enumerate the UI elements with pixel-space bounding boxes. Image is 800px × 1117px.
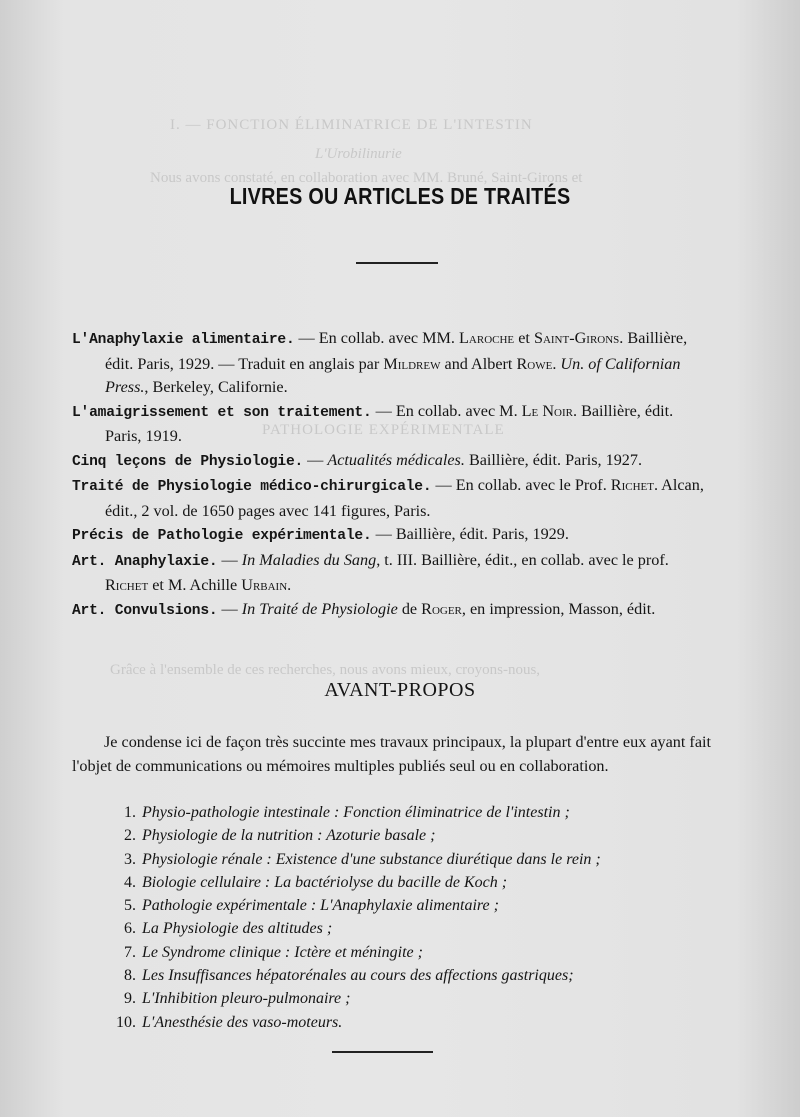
list-item <box>108 917 728 940</box>
bibliography-entry <box>72 598 712 624</box>
list-item <box>108 964 728 987</box>
entry-title: Art. Convulsions. <box>72 602 218 619</box>
item-text: L'Inhibition pleuro-pulmonaire ; <box>142 990 351 1008</box>
title-divider <box>356 262 438 264</box>
entry-text: — <box>303 450 328 469</box>
list-item <box>108 941 728 964</box>
author-name: Mildrew <box>383 354 441 373</box>
list-item <box>108 801 728 824</box>
entry-italic-text: In Traité de Physiologie <box>241 599 398 618</box>
entry-title: L'amaigrissement et son traitement. <box>72 404 372 421</box>
entry-text: et <box>514 329 534 347</box>
entry-text: , en impression, Masson, édit. <box>461 599 656 618</box>
entry-title: Précis de Pathologie expérimentale. <box>72 528 372 544</box>
item-number: 7. <box>124 943 136 961</box>
entry-text: , t. III. Baillière, édit., en collab. avec le prof. <box>376 550 669 569</box>
item-text: Les Insuffisances hépatorénales au cours des affections gastriques; <box>142 967 574 985</box>
entry-text: . <box>552 354 561 373</box>
bleed-through-line: I. — FONCTION ÉLIMINATRICE DE L'INTESTIN <box>170 117 533 133</box>
author-name: Roger <box>421 599 462 618</box>
author-name: Richet <box>105 576 149 594</box>
bleed-through-line: PATHOLOGIE EXPÉRIMENTALE <box>262 422 505 438</box>
entry-title: Cinq leçons de Physiologie. <box>72 453 304 470</box>
author-name: Laroche <box>459 329 515 347</box>
entry-text: — <box>217 599 242 618</box>
entry-text: . Alcan, édit., 2 vol. de 1650 pages avec 141 figures, Paris. <box>105 476 704 520</box>
entry-text: . <box>287 576 292 594</box>
bibliography-entry <box>72 449 712 475</box>
bleed-through-line: L'Urobilinurie <box>315 146 402 162</box>
entry-italic-text: Actualités médicales. <box>327 450 465 469</box>
bibliography-entry <box>72 523 712 549</box>
item-text: L'Anesthésie des vaso-moteurs. <box>142 1013 343 1031</box>
entry-title: L'Anaphylaxie alimentaire. <box>72 332 295 348</box>
list-item <box>108 848 728 871</box>
entry-text: — Baillière, édit. Paris, 1929. <box>371 525 569 543</box>
entry-italic-text: In Maladies du Sang <box>241 550 377 569</box>
entry-title: Traité de Physiologie médico-chirurgicale. <box>72 479 432 495</box>
entry-text: et M. Achille <box>148 576 242 594</box>
list-item <box>108 824 728 847</box>
section-title: AVANT-PROPOS <box>324 679 476 701</box>
item-number: 6. <box>124 920 136 938</box>
entry-text: . Baillière, édit. Paris, 1919. <box>105 401 674 445</box>
item-text: Pathologie expérimentale : L'Anaphylaxie alimentaire ; <box>142 897 499 915</box>
list-item <box>108 987 728 1010</box>
item-text: Physiologie de la nutrition : Azoturie basale ; <box>142 827 436 845</box>
list-item <box>108 894 728 917</box>
bibliography-list <box>72 327 712 623</box>
item-number: 5. <box>124 897 136 915</box>
entry-text: — <box>217 550 242 569</box>
entry-text: — En collab. avec le Prof. <box>431 476 611 494</box>
item-number: 8. <box>124 967 136 985</box>
item-number: 9. <box>124 990 136 1008</box>
bottom-divider <box>332 1051 433 1053</box>
entry-text: de <box>397 599 422 618</box>
author-name: Rowe <box>516 354 553 373</box>
item-number: 2. <box>124 827 136 845</box>
page-title: LIVRES OU ARTICLES DE TRAITÉS <box>229 183 571 209</box>
entry-italic-text: Un. of Californian Press. <box>105 354 681 396</box>
item-text: La Physiologie des altitudes ; <box>142 920 333 938</box>
entry-text: , Berkeley, Californie. <box>144 378 288 396</box>
works-list <box>108 801 728 1034</box>
entry-text: Baillière, édit. Paris, 1927. <box>464 450 643 469</box>
item-number: 10. <box>116 1013 136 1031</box>
bibliography-entry <box>72 549 712 598</box>
intro-paragraph: Je condense ici de façon très succinte mes travaux principaux, la plupart d'entre eux ayant fait l'objet de communications ou mémoires multiples publiés seul ou en collaboration. <box>72 733 712 775</box>
entry-text: . Baillière, édit. Paris, 1929. — Traduit en anglais par <box>105 329 688 373</box>
item-text: Physiologie rénale : Existence d'une substance diurétique dans le rein ; <box>142 850 601 868</box>
item-number: 3. <box>124 850 136 868</box>
bibliography-entry <box>72 474 712 523</box>
item-number: 4. <box>124 873 136 891</box>
bleed-through-line: Nous avons constaté, en collaboration avec MM. Bruné, Saint-Girons et <box>150 170 583 186</box>
list-item <box>108 1011 728 1034</box>
author-name: Saint-Girons <box>533 329 620 347</box>
bibliography-entry <box>72 400 712 449</box>
item-number: 1. <box>124 804 136 821</box>
entry-title: Art. Anaphylaxie. <box>72 553 218 570</box>
bibliography-entry <box>72 327 712 400</box>
item-text: Physio-pathologie intestinale : Fonction éliminatrice de l'intestin ; <box>142 804 570 821</box>
item-text: Biologie cellulaire : La bactériolyse du bacille de Koch ; <box>142 873 508 891</box>
bleed-through-line: Grâce à l'ensemble de ces recherches, nous avons mieux, croyons-nous, <box>110 662 541 678</box>
list-item <box>108 871 728 894</box>
author-name: Le Noir <box>521 401 573 420</box>
entry-text: — En collab. avec M. <box>371 401 522 420</box>
author-name: Urbain <box>241 576 288 594</box>
entry-text: — En collab. avec MM. <box>294 329 460 347</box>
item-text: Le Syndrome clinique : Ictère et méningite ; <box>142 943 423 961</box>
author-name: Richet <box>610 476 654 494</box>
entry-text: and Albert <box>440 354 517 373</box>
